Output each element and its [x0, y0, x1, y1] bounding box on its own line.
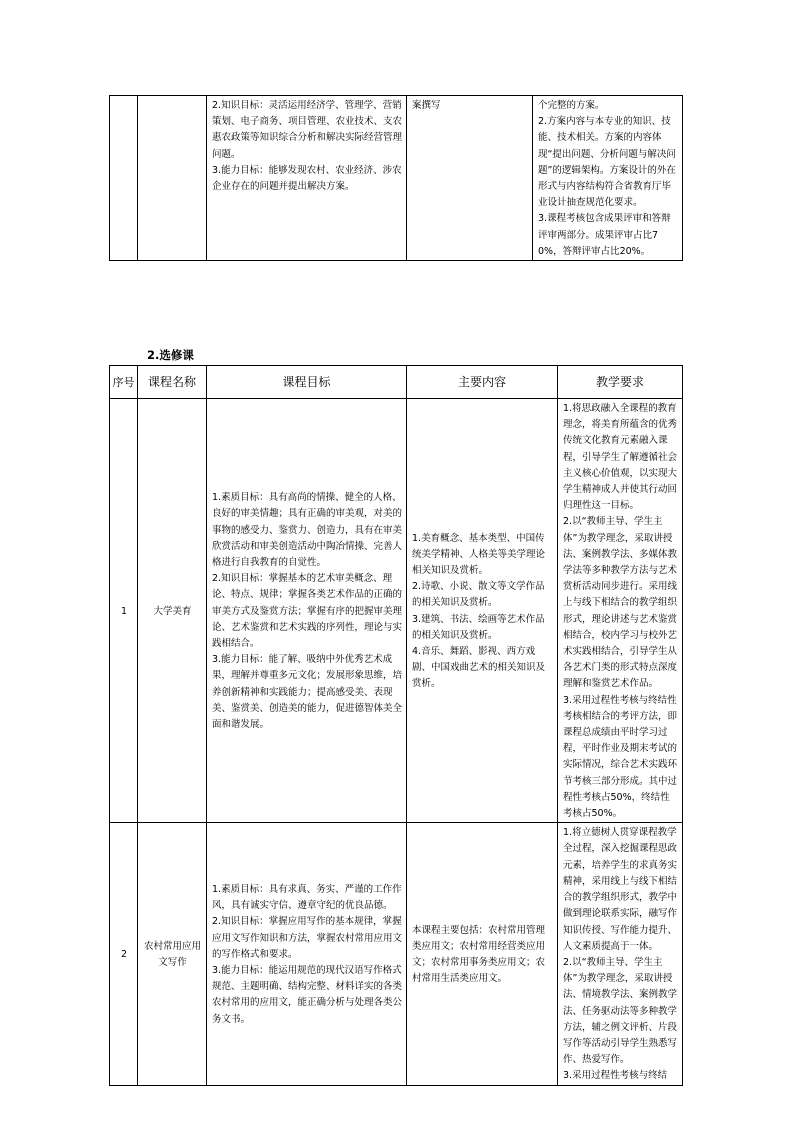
table-row	[110, 96, 683, 261]
header-course-name: 课程名称	[138, 366, 207, 399]
header-seq: 序号	[110, 366, 138, 399]
header-course-goals: 课程目标	[207, 366, 407, 399]
continued-course-table	[109, 95, 683, 261]
section-heading: 2.选修课	[147, 348, 194, 362]
course-goals-cell: 1.素质目标：具有高尚的情操、健全的人格、良好的审美情趣；具有正确的审美观，对美的事物的感受力、鉴赏力、创造力，具有在审美欣赏活动和审美创造活动中陶冶情操、完善人格进行自我教育的自觉性。 2.知识目标：掌握基本的艺术审美概念、理论、特点、规律；掌握各类艺术作品的正确的审美方式及鉴赏方法；掌握有序的把握审美理论、艺术鉴赏和艺术实践的序列性，理论与实践相结合。 3.能力目标：能了解、吸纳中外优秀艺术成果，理解并尊重多元文化；发展形象思维，培养创新精神和实践能力；提高感受美、表现美、鉴赏美、创造美的能力，促进德智体美全面和谐发展。	[207, 399, 407, 823]
elective-course-table	[109, 365, 683, 1086]
seq-cell: 2	[110, 823, 138, 1085]
main-content-cell: 1.美育概念、基本类型、中国传统美学精神、人格美等美学理论相关知识及赏析。 2.诗歌、小说、散文等文学作品的相关知识及赏析。 3.建筑、书法、绘画等艺术作品的相关知识及赏析。 4.音乐、舞蹈、影视、西方戏剧、中国戏曲艺术的相关知识及赏析。	[407, 399, 558, 823]
header-main-content: 主要内容	[407, 366, 558, 399]
seq-cell	[110, 96, 138, 261]
teaching-requirements-cell: 1.将思政融入全课程的教育理念，将美育所蕴含的优秀传统文化教育元素融入课程，引导学生了解遵循社会主义核心价值观，以实现大学生精神成人并使其行动回归理性这一目标。 2.以“教师主导、学生主体”为教学理念，采取讲授法、案例教学法、多媒体教学法等多种教学方法与艺术赏析活动同步进行。采用线上与线下相结合的教学组织形式，理论讲述与艺术鉴赏相结合，校内学习与校外艺术实践相结合，引导学生从各艺术门类的形式特点深度理解和鉴赏艺术作品。 3.采用过程性考核与终结性考核相结合的考评方法，即课程总成绩由平时学习过程，平时作业及期末考试的实际情况，综合艺术实践环节考核三部分形成。其中过程性考核占50%，终结性考核占50%。	[558, 399, 683, 823]
main-content-cell: 案撰写	[407, 96, 533, 261]
course-goals-cell: 1.素质目标：具有求真、务实、严谨的工作作风，具有诚实守信、遵章守纪的优良品德。 2.知识目标：掌握应用写作的基本规律，掌握应用文写作知识和方法，掌握农村常用应用文的写作格式和要求。 3.能力目标：能运用规范的现代汉语写作格式规范、主题明确、结构完整、材料详实的各类农村常用的应用文，能正确分析与处理各类公务文书。	[207, 823, 407, 1085]
course-name-cell: 大学美育	[138, 399, 207, 823]
course-goals-cell: 2.知识目标：灵活运用经济学、管理学、营销策划、电子商务、项目管理、农业技术、支农惠农政策等知识综合分析和解决实际经营管理问题。 3.能力目标：能够发现农村、农业经济、涉农企业存在的问题并提出解决方案。	[207, 96, 407, 261]
table-header-row	[110, 366, 683, 399]
teaching-requirements-cell: 个完整的方案。 2.方案内容与本专业的知识、技能、技术相关。方案的内容体现“提出问题、分析问题与解决问题”的逻辑架构。方案设计的外在形式与内容结构符合省教育厅毕业设计抽查规范化要求。 3.课程考核包含成果评审和答辩评审两部分。成果评审占比70%，答辩评审占比20%。	[533, 96, 683, 261]
table-row	[110, 823, 683, 1085]
course-name-cell	[138, 96, 207, 261]
seq-cell: 1	[110, 399, 138, 823]
table-row	[110, 399, 683, 823]
teaching-requirements-cell: 1.将立德树人贯穿课程教学全过程，深入挖掘课程思政元素，培养学生的求真务实精神，采用线上与线下相结合的教学组织形式，教学中做到理论联系实际，融写作知识传授、写作能力提升、人文素质提高于一体。 2.以“教师主导、学生主体”为教学理念，采取讲授法、情境教学法、案例教学法、任务驱动法等多种教学方法，辅之例文评析、片段写作等活动引导学生熟悉写作、热爱写作。 3.采用过程性考核与终结	[558, 823, 683, 1085]
course-name-cell: 农村常用应用文写作	[138, 823, 207, 1085]
main-content-cell: 本课程主要包括：农村常用管理类应用文；农村常用经营类应用文；农村常用事务类应用文；农村常用生活类应用文。	[407, 823, 558, 1085]
header-teaching-requirements: 教学要求	[558, 366, 683, 399]
